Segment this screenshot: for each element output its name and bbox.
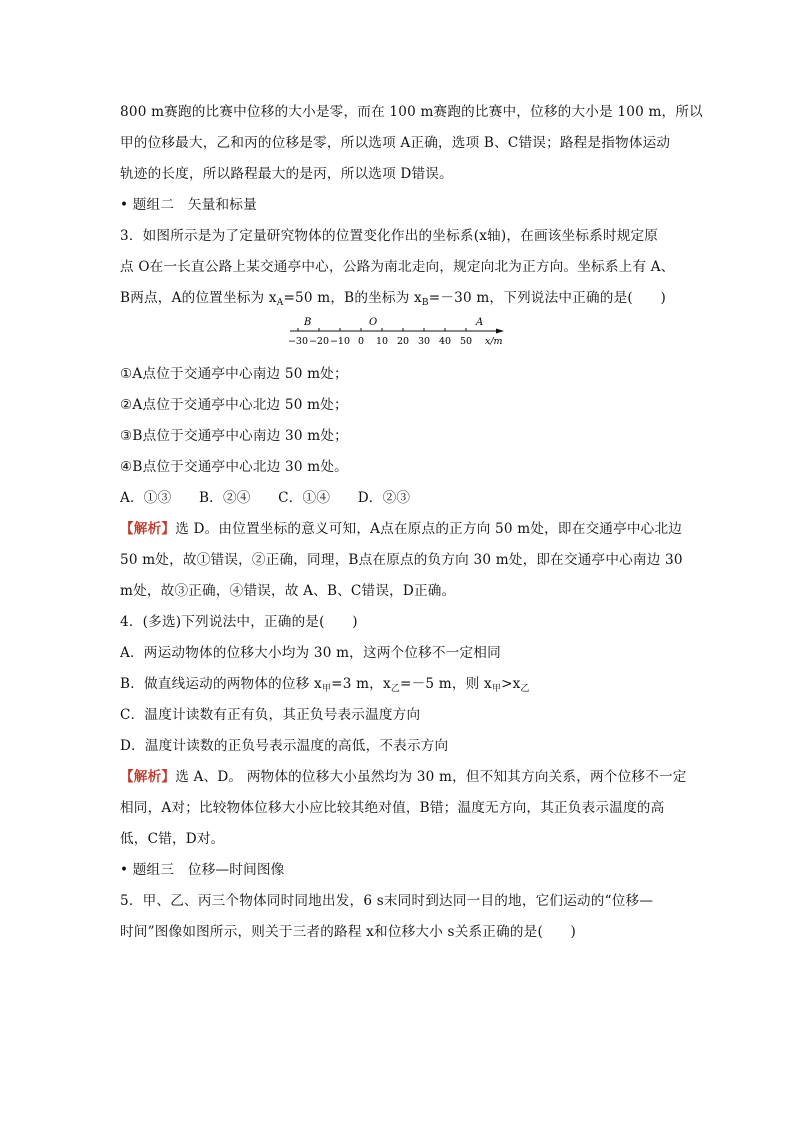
question-text: 点 O在一长直公路上某交通亭中心，公路为南北走向，规定向北为正方向。坐标系上有 A、 [120,259,675,275]
text-span: 选 D。由位置坐标的意义可知，A点在原点的正方向 50 m处，即在交通亭中心北边 [175,521,683,537]
axis-label: x/m [485,336,503,347]
tick-label: −30 [287,336,309,347]
text-span: =3 m，x [331,676,391,692]
option-text [120,675,530,698]
tick-label: 0 [357,336,365,347]
subscript: 甲 [321,684,332,694]
option-text: A．两运动物体的位移大小均为 30 m，这两个位移不一定相同 [120,645,501,661]
option-text: ②A点位于交通亭中心北边 50 m处； [120,397,348,413]
analysis-text [120,520,682,538]
analysis-text: 低，C错，D对。 [120,831,225,847]
number-line-figure [280,314,520,348]
text-line: 轨迹的长度，所以路程最大的是丙，所以选项 D错误。 [120,166,453,182]
option-text: D．温度计读数的正负号表示温度的高低，不表示方向 [120,738,449,754]
analysis-text: m处，故③正确，④错误，故 A、B、C错误，D正确。 [120,583,456,599]
analysis-tag: 【解析】 [120,769,176,785]
analysis-text [120,768,687,786]
question-text: 5．甲、乙、丙三个物体同时同地出发，6 s末同时到达同一目的地，它们运动的“位移— [120,893,654,909]
tick-label: 40 [438,336,452,347]
question-text: 4．(多选)下列说法中，正确的是( ) [120,614,358,630]
subscript: 乙 [390,684,401,694]
tick-label: 10 [375,336,389,347]
analysis-tag: 【解析】 [120,521,176,537]
question-text: 时间”图像如图所示，则关于三者的路程 x和位移大小 s关系正确的是( ) [120,924,577,940]
text-span: =－30 m，下列说法中正确的是( ) [428,290,666,306]
text-span: =－5 m，则 x [400,676,492,692]
option-text: ①A点位于交通亭中心南边 50 m处； [120,366,348,382]
text-span: >x [501,676,521,692]
text-span: 选 A、D。 两物体的位移大小虽然均为 30 m，但不知其方向关系，两个位移不一定 [175,769,687,785]
subscript: B [421,298,429,308]
tick-label: −10 [329,336,351,347]
option-text: ③B点位于交通亭中心南边 30 m处； [120,428,348,444]
point-label-o: O [369,317,378,328]
text-span: B两点，A的位置坐标为 x [120,290,277,306]
tick-label: 20 [396,336,410,347]
text-span: B．做直线运动的两物体的位移 x [120,676,322,692]
tick-label: −20 [308,336,330,347]
section-heading: • 题组三 位移—时间图像 [120,862,285,878]
section-heading: • 题组二 矢量和标量 [120,197,257,213]
text-span: =50 m，B的坐标为 x [283,290,422,306]
point-label-a: A [476,317,484,328]
axis-arrow-icon [496,329,504,334]
question-text: 3．如图所示是为了定量研究物体的位置变化作出的坐标系(x轴)，在画该坐标系时规定原 [120,228,659,244]
point-label-b: B [304,317,312,328]
question-text [120,289,666,312]
analysis-text: 相同，A对；比较物体位移大小应比较其绝对值，B错；温度无方向，其正负表示温度的高 [120,800,665,816]
tick-label: 50 [459,336,473,347]
subscript: 乙 [520,684,530,694]
subscript: 甲 [491,684,502,694]
subscript: A [276,298,284,308]
tick-label: 30 [417,336,431,347]
option-text: ④B点位于交通亭中心北边 30 m处。 [120,459,348,475]
option-text: C．温度计读数有正有负，其正负号表示温度方向 [120,707,421,723]
answer-choices: A．①③ B．②④ C．①④ D．②③ [120,490,411,506]
text-line: 800 m赛跑的比赛中位移的大小是零，而在 100 m赛跑的比赛中，位移的大小是 100 m，所以 [120,104,703,120]
text-line: 甲的位移最大，乙和丙的位移是零，所以选项 A正确，选项 B、C错误；路程是指物体运动 [120,135,671,151]
analysis-text: 50 m处，故①错误，②正确，同理，B点在原点的负方向 30 m处，即在交通亭中心南边 30 [120,552,683,568]
